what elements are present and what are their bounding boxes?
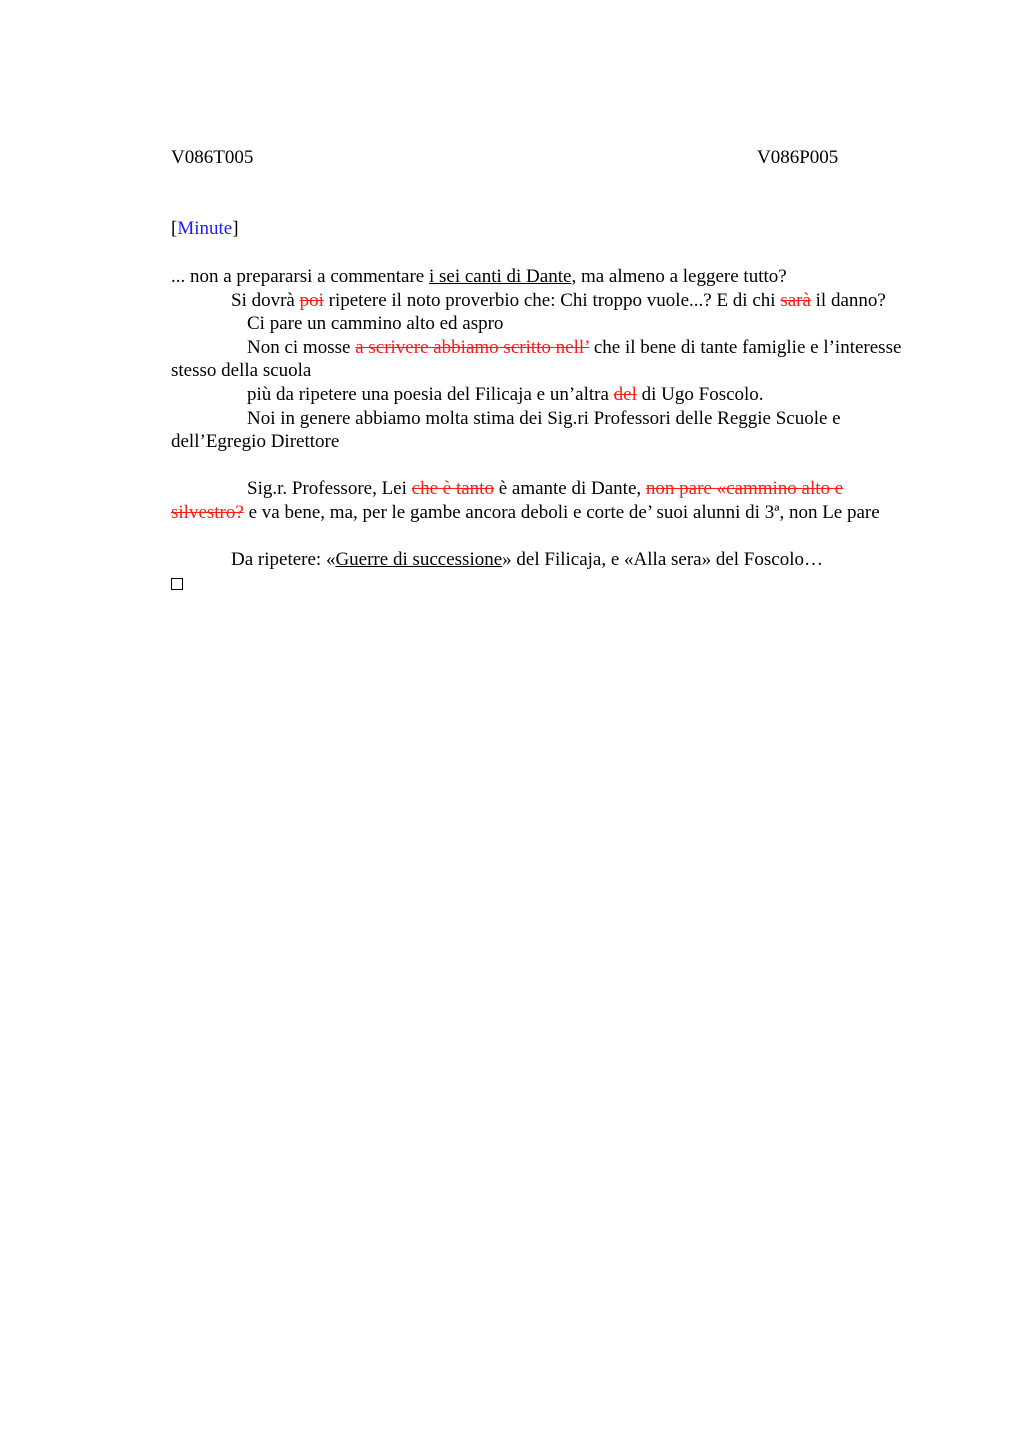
bracket-open: [	[171, 218, 178, 239]
deleted-text: non pare «cammino alto e silvestro?	[171, 478, 844, 523]
text-run: Non ci mosse	[247, 336, 356, 358]
document-code-right: V086P005	[757, 147, 839, 168]
paragraph-5	[171, 383, 905, 407]
paragraph-2	[171, 289, 905, 313]
document-code-left: V086T005	[171, 147, 254, 168]
document-body	[171, 265, 905, 595]
text-run: Si dovrà	[231, 289, 300, 311]
section-label: Minute	[177, 218, 233, 239]
text-run: e va bene, ma, per le gambe ancora deboli e corte de’ suoi alunni di 3ª, non Le pare	[243, 501, 880, 523]
page-header	[171, 146, 905, 170]
text-run: di Ugo Foscolo.	[636, 383, 764, 405]
text-run: che il bene di tante famiglie e l’interesse stesso della scuola	[171, 336, 902, 382]
text-run: » del Filicaja, e «Alla sera» del Foscolo…	[502, 549, 823, 571]
deleted-text: poi	[299, 289, 324, 311]
paragraph-7	[171, 477, 905, 524]
text-run: Noi in genere abbiamo molta stima dei Sig.ri Professori delle Reggie Scuole e dell’Egregio Direttore	[171, 407, 841, 453]
text-run: Ci pare un cammino alto ed aspro	[247, 313, 504, 335]
underlined-text: i sei canti di Dante	[428, 266, 572, 287]
paragraph-3	[171, 312, 905, 336]
paragraph-1	[171, 265, 905, 289]
text-run: è amante di Dante,	[493, 478, 646, 500]
text-run: più da ripetere una poesia del Filicaja e un’altra	[247, 383, 614, 405]
paragraph-4	[171, 336, 905, 383]
text-run: il danno?	[810, 289, 886, 311]
text-run: , ma almeno a leggere tutto?	[571, 266, 787, 287]
text-run: ripetere il noto proverbio che: Chi troppo vuole...? E di chi	[323, 289, 781, 311]
paragraph-gap	[171, 454, 905, 478]
deleted-text: a scrivere abbiamo scritto nell’	[355, 336, 590, 358]
paragraph-gap	[171, 525, 905, 549]
text-run: Sig.r. Professore, Lei	[247, 478, 412, 500]
underlined-text: Guerre di successione	[335, 549, 503, 571]
text-run: ... non a prepararsi a commentare	[171, 266, 429, 287]
text-run: Da ripetere: «	[231, 549, 336, 571]
paragraph-6	[171, 407, 905, 454]
deleted-text: sarà	[780, 289, 811, 311]
deleted-text: del	[613, 383, 637, 405]
deleted-text: che è tanto	[411, 478, 494, 500]
section-heading	[171, 217, 239, 241]
empty-square-icon	[171, 578, 183, 590]
end-marker-line	[171, 572, 905, 596]
paragraph-8	[171, 548, 905, 572]
bracket-close: ]	[232, 218, 239, 239]
